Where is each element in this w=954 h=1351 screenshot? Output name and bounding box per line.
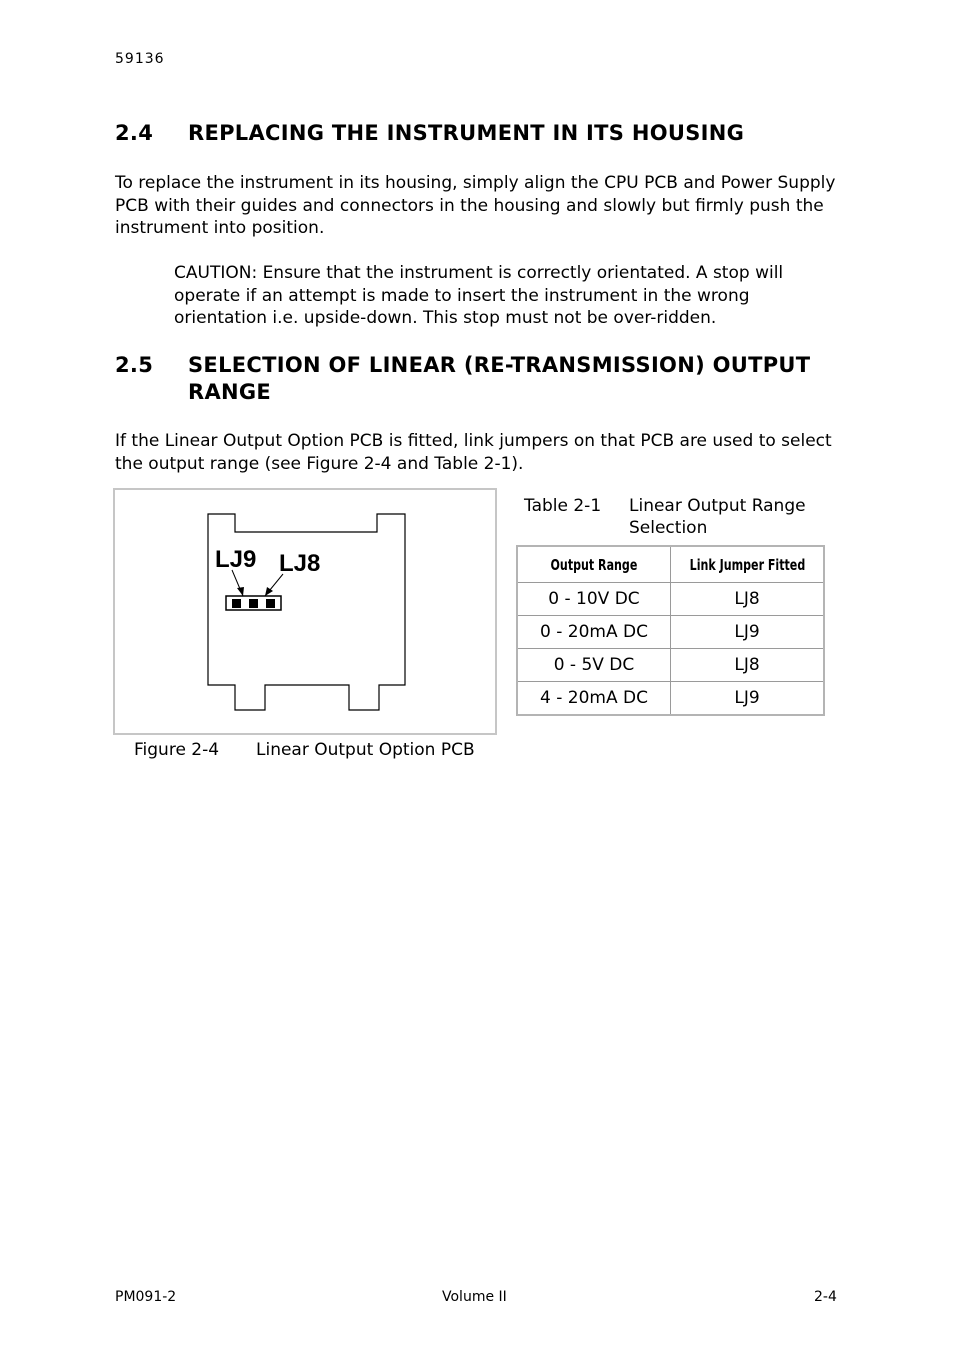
jumper-label-lj9: LJ9 <box>215 546 257 573</box>
section-title: REPLACING THE INSTRUMENT IN ITS HOUSING <box>188 121 745 145</box>
table-cell-jumper: LJ9 <box>671 616 825 649</box>
column-header-output-range: Output Range <box>517 546 671 583</box>
section-heading-2-4 <box>115 120 835 150</box>
table-row <box>517 616 824 649</box>
table-cell-range: 0 - 10V DC <box>517 583 671 616</box>
table-cell-range: 0 - 5V DC <box>517 649 671 682</box>
table-cell-range: 4 - 20mA DC <box>517 682 671 716</box>
section-number: 2.5 <box>115 353 154 377</box>
jumper-label-lj8: LJ8 <box>279 550 321 577</box>
table-cell-jumper: LJ8 <box>671 583 825 616</box>
table-cell-jumper: LJ9 <box>671 682 825 716</box>
caution-note: CAUTION: Ensure that the instrument is correctly orientated. A stop will operate if an attempt is made to insert the instrument in the wrong orientation i.e. upside-down. This stop must not be over-ridden. <box>174 263 784 328</box>
table-row <box>517 649 824 682</box>
column-header-link-jumper: Link Jumper Fitted <box>671 546 825 583</box>
figure-title: Linear Output Option PCB <box>256 740 475 760</box>
pcb-figure <box>113 488 497 735</box>
jumper-pin <box>232 599 241 608</box>
jumper-pin <box>266 599 275 608</box>
table-cell-jumper: LJ8 <box>671 649 825 682</box>
table-row <box>517 583 824 616</box>
output-range-table <box>516 545 825 716</box>
footer-page-number: 2-4 <box>814 1289 837 1305</box>
section-2-5-body: If the Linear Output Option PCB is fitted, link jumpers on that PCB are used to select the output range (see Figure 2-4 and Table 2-1). <box>115 431 832 474</box>
lj9-arrowhead <box>237 587 244 596</box>
table-row <box>517 682 824 716</box>
footer-doc-code: PM091-2 <box>115 1289 177 1305</box>
pcb-outline-drawing <box>115 490 495 733</box>
table-label: Table 2-1 <box>524 496 602 516</box>
section-title: SELECTION OF LINEAR (RE-TRANSMISSION) OUTPUT RANGE <box>188 353 811 404</box>
table-title: Linear Output Range Selection <box>629 496 806 538</box>
figure-label: Figure 2-4 <box>134 740 220 760</box>
document-number: 59136 <box>115 51 165 67</box>
section-number: 2.4 <box>115 121 154 145</box>
pcb-board-outline <box>208 514 405 710</box>
table-cell-range: 0 - 20mA DC <box>517 616 671 649</box>
jumper-pin <box>249 599 258 608</box>
section-2-4-body: To replace the instrument in its housing, simply align the CPU PCB and Power Supply PCB with their guides and connectors in the housing and slowly but firmly push the instrument into position. <box>115 173 836 238</box>
table-header-row <box>517 546 824 583</box>
footer-volume: Volume II <box>442 1289 507 1305</box>
section-heading-2-5 <box>115 352 835 408</box>
